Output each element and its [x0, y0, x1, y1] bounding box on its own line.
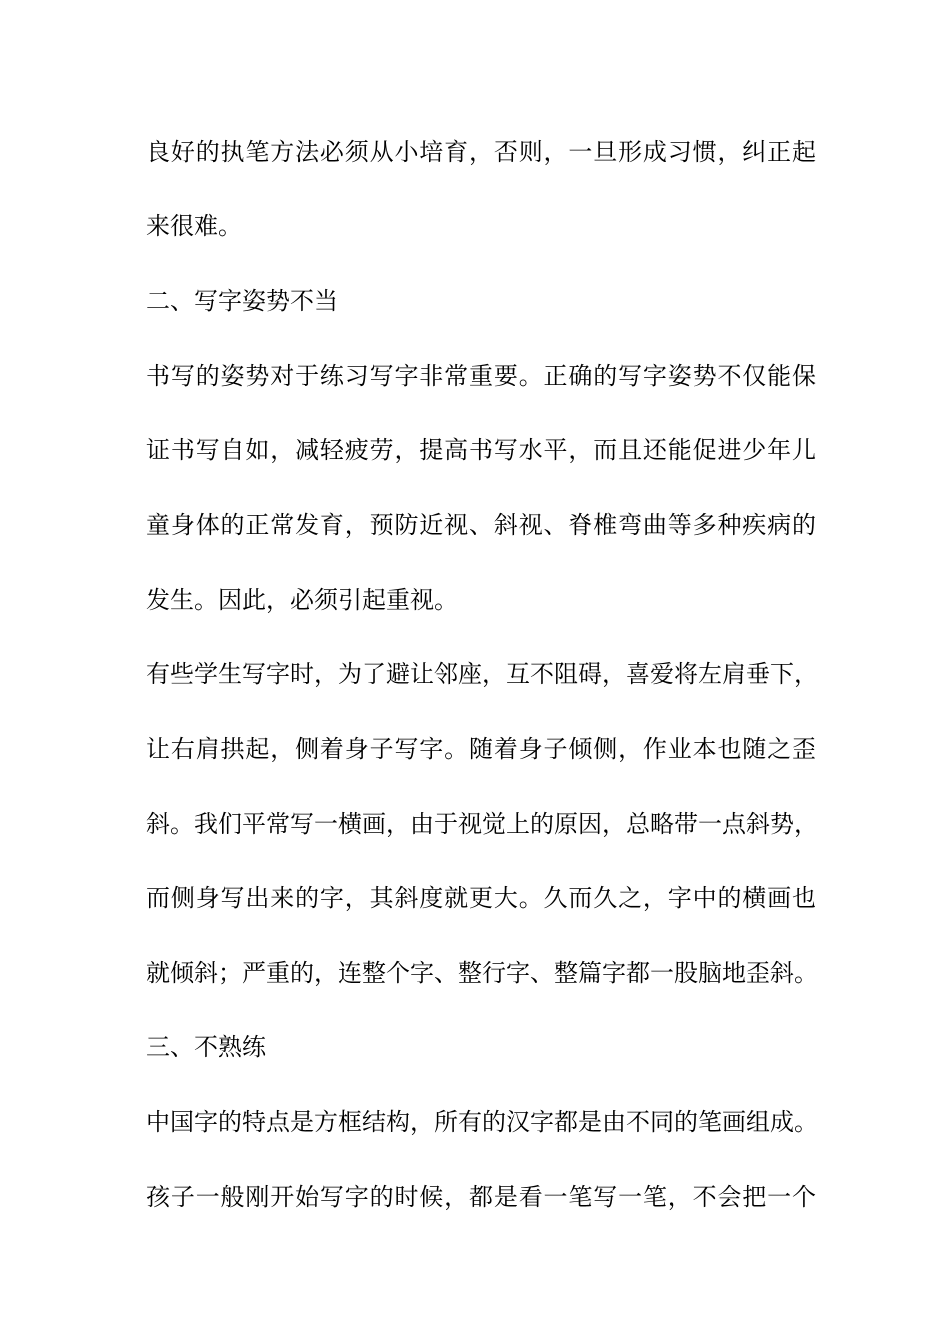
paragraph-line: 良好的执笔方法必须从小培育，否则，一旦形成习惯，纠正起	[146, 138, 816, 166]
paragraph-line: 有些学生写字时，为了避让邻座，互不阻碍，喜爱将左肩垂下，	[146, 660, 818, 688]
paragraph-line: 来很难。	[146, 212, 242, 240]
paragraph-line: 证书写自如，减轻疲劳，提高书写水平，而且还能促进少年儿	[146, 436, 816, 464]
paragraph-line: 斜。我们平常写一横画，由于视觉上的原因，总略带一点斜势，	[146, 810, 818, 838]
paragraph-line: 而侧身写出来的字，其斜度就更大。久而久之，字中的横画也	[146, 884, 816, 912]
paragraph-line: 童身体的正常发育，预防近视、斜视、脊椎弯曲等多种疾病的	[146, 511, 816, 539]
paragraph-line: 书写的姿势对于练习写字非常重要。正确的写字姿势不仅能保	[146, 362, 816, 390]
paragraph-line: 就倾斜；严重的，连整个字、整行字、整篇字都一股脑地歪斜。	[146, 959, 818, 987]
paragraph-line: 发生。因此，必须引起重视。	[146, 586, 458, 614]
section-heading: 二、写字姿势不当	[146, 287, 338, 315]
section-heading: 三、不熟练	[146, 1033, 266, 1061]
paragraph-line: 孩子一般刚开始写字的时候，都是看一笔写一笔，不会把一个	[146, 1183, 816, 1211]
paragraph-line: 中国字的特点是方框结构，所有的汉字都是由不同的笔画组成。	[146, 1108, 818, 1136]
paragraph-line: 让右肩拱起，侧着身子写字。随着身子倾侧，作业本也随之歪	[146, 735, 816, 763]
